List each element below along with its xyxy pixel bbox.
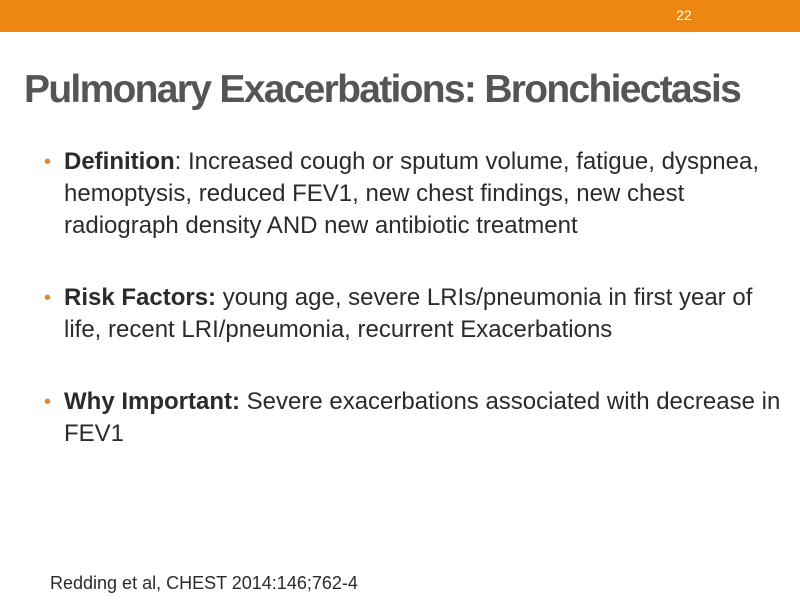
bullet-label: Why Important: <box>64 388 240 415</box>
top-accent-bar <box>0 0 800 32</box>
citation: Redding et al, CHEST 2014:146;762-4 <box>50 573 358 593</box>
bullet-text: : Increased cough or sputum volume, fatigue, dyspnea, hemoptysis, reduced FEV1, new chest findings, new chest radiograph density AND new antibiotic treatment <box>64 148 759 239</box>
bullet-marker: • <box>44 287 52 309</box>
bullet-item-risk-factors <box>44 282 784 346</box>
bullet-item-why-important <box>44 386 784 450</box>
bullet-marker: • <box>44 391 52 413</box>
bullet-item-definition <box>44 146 784 242</box>
slide-number: 22 <box>676 7 692 23</box>
bullet-label: Definition <box>64 148 175 175</box>
slide-title: Pulmonary Exacerbations: Bronchiectasis <box>24 68 741 111</box>
bullet-list <box>44 146 784 490</box>
bullet-text: Severe exacerbations associated with decrease in FEV1 <box>64 388 781 447</box>
bullet-label: Risk Factors: <box>64 284 217 311</box>
bullet-marker: • <box>44 151 52 173</box>
bullet-text: young age, severe LRIs/pneumonia in first year of life, recent LRI/pneumonia, recurrent Exacerbations <box>64 284 753 343</box>
